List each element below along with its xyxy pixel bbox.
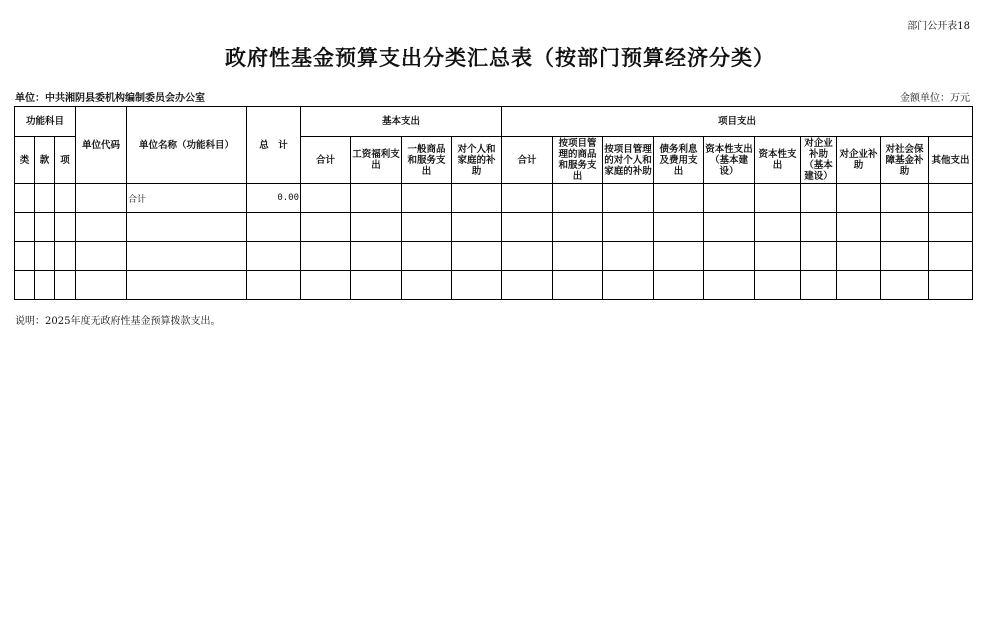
table-row	[15, 242, 973, 271]
table-row	[15, 184, 973, 213]
header-project: 项目支出	[502, 107, 973, 137]
header-func-subject: 功能科目	[15, 107, 76, 137]
table-row	[15, 271, 973, 300]
row-name	[127, 242, 247, 271]
header-lei: 类	[15, 137, 35, 184]
money-unit-label: 金额单位：万元	[900, 93, 970, 104]
header-project-sub: 对社会保障基金补助	[881, 137, 929, 184]
header-unit-name: 单位名称（功能科目）	[127, 107, 247, 184]
unit-label: 单位：中共湘阴县委机构编制委员会办公室	[15, 93, 205, 104]
header-total: 总 计	[247, 107, 301, 184]
header-project-sub: 按项目管理的商品和服务支出	[553, 137, 603, 184]
page-title: 政府性基金预算支出分类汇总表（按部门预算经济分类）	[225, 46, 775, 70]
header-basic-sub: 对个人和家庭的补助	[452, 137, 502, 184]
table-row	[15, 213, 973, 242]
row-total: 0.00	[247, 184, 301, 213]
header-project-sub: 对企业补助（基本建设）	[801, 137, 837, 184]
header-basic-sub: 工资福利支出	[351, 137, 402, 184]
header-basic-sub: 一般商品和服务支出	[402, 137, 452, 184]
header-project-sub: 按项目管理的对个人和家庭的补助	[603, 137, 654, 184]
budget-table	[14, 106, 973, 300]
row-name	[127, 213, 247, 242]
header-xiang: 项	[55, 137, 76, 184]
header-project-sub: 资本性支出（基本建设）	[704, 137, 755, 184]
header-unit-code: 单位代码	[76, 107, 127, 184]
table-code: 部门公开表18	[907, 21, 970, 32]
header-project-sub: 资本性支出	[755, 137, 801, 184]
row-total	[247, 213, 301, 242]
header-project-sub: 合计	[502, 137, 553, 184]
header-project-sub: 债务利息及费用支出	[654, 137, 704, 184]
row-name: 合计	[127, 184, 247, 213]
footnote: 说明：2025年度无政府性基金预算拨款支出。	[15, 316, 221, 327]
header-kuan: 款	[35, 137, 55, 184]
row-total	[247, 242, 301, 271]
header-basic-sub: 合计	[301, 137, 351, 184]
header-project-sub: 其他支出	[929, 137, 973, 184]
header-project-sub: 对企业补助	[837, 137, 881, 184]
row-name	[127, 271, 247, 300]
header-basic: 基本支出	[301, 107, 502, 137]
row-total	[247, 271, 301, 300]
